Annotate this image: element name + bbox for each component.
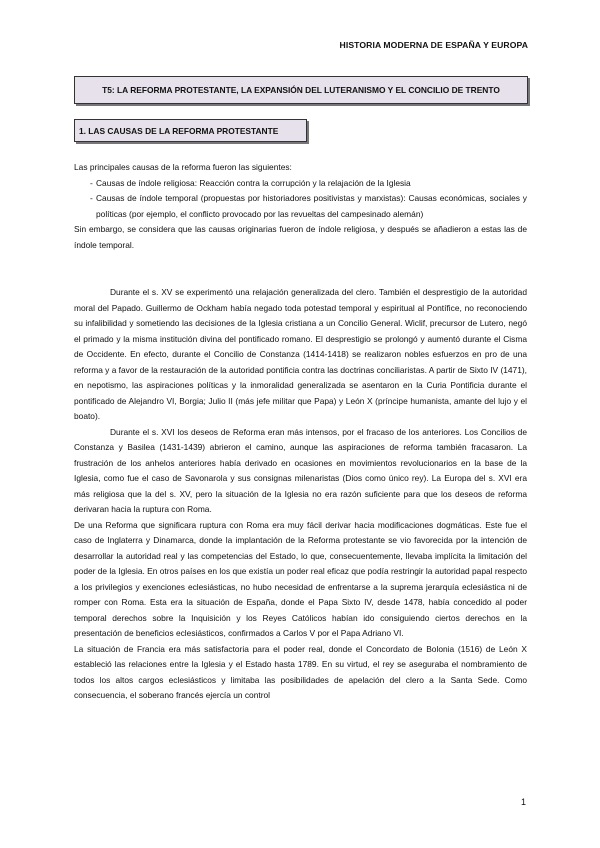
chapter-title-box [74,76,528,104]
conclusion-text: Sin embargo, se considera que las causas originarias fueron de índole religiosa, y después se añadieron a estas las de índole temporal. [74,224,527,250]
section-heading: 1. LAS CAUSAS DE LA REFORMA PROTESTANTE [79,125,279,136]
intro-text: Las principales causas de la reforma fueron las siguientes: [74,162,292,172]
causes-list [74,176,527,223]
paragraph: Durante el s. XV se experimentó una relajación generalizada del clero. También el desprestigio de la autoridad moral del Papado. Guillermo de Ockham había negado toda potestad temporal y espiritual al Pontífice, no reconociendo su infalibilidad y sometiendo las decisiones de la Iglesia cristiana a un Concilio General. Wiclif, precursor de Lutero, negó el primado y la misma institución divina del pontificado romano. El desprestigio se prolongó y aumentó durante el Cisma de Occidente. En efecto, durante el Concilio de Constanza (1414-1418) se realizaron nobles esfuerzos en pro de una reforma y a favor de la restauración de la autoridad pontificia contra las doctrinas conciliaristas. A partir de Sixto IV (1471), en nepotismo, las aspiraciones políticas y la inmoralidad generalizada se asentaron en la Curia Pontificia durante el pontificado de Alejandro VI, Borgia; Julio II (más jefe militar que Papa) y León X (príncipe humanista, amante del lujo y el boato). [74,287,527,421]
list-item: - Causas de índole religiosa: Reacción contra la corrupción y la relajación de la Iglesia [74,176,527,192]
list-item: - Causas de índole temporal (propuestas por historiadores positivistas y marxistas): Causas económicas, sociales y políticas (por ejemplo, el conflicto provocado por las revueltas del campesinado alemán) [74,191,527,222]
paragraph: Durante el s. XVI los deseos de Reforma eran más intensos, por el fracaso de los anteriores. Los Concilios de Constanza y Basilea (1431-1439) abrieron el camino, aunque las aspiraciones de reforma también fracasaron. La frustración de los anhelos anteriores había derivado en ocasiones en movimientos revolucionarios en la base de la Iglesia, como fue el caso de Savonarola y sus consignas milenaristas (Dios como único rey). La Europa del s. XVI era más religiosa que la del s. XV, pero la situación de la Iglesia no era razón suficiente para que los deseos de reforma derivaran hacia la ruptura con Roma. [74,426,527,514]
causes-block [74,160,527,253]
body-block [74,285,527,704]
chapter-title: T5: LA REFORMA PROTESTANTE, LA EXPANSIÓN DEL LUTERANISMO Y EL CONCILIO DE TRENTO [102,85,500,95]
section-heading-box [74,119,307,142]
paragraph: De una Reforma que significara ruptura con Roma era muy fácil derivar hacia modificaciones dogmáticas. Este fue el caso de Inglaterra y Dinamarca, donde la implantación de la Reforma protestante se vio favorecida por la intención de desarrollar la autoridad real y las competencias del Estado, lo que, consecuentemente, llevaba implícita la limitación del poder de la Iglesia. En otros países en los que existía un poder real eficaz que podía restringir la autoridad papal respecto a los privilegios y exenciones eclesiásticas, no hubo necesidad de enfrentarse a la suprema jerarquía eclesiástica ni de romper con Roma. Esta era la situación de España, donde el Papa Sixto IV, desde 1478, había concedido al poder temporal derechos sobre la Inquisición y los Reyes Católicos habían ido consiguiendo ciertos derechos en la presentación de beneficios eclesiásticos, confirmados a Carlos V por el Papa Adriano VI. [74,519,527,638]
page-number: 1 [520,797,526,807]
paragraph: La situación de Francia era más satisfactoria para el poder real, donde el Concordato de Bolonia (1516) de León X estableció las relaciones entre la Iglesia y el Estado hasta 1789. En su virtud, el rey se aseguraba el nombramiento de todos los altos cargos eclesiásticos y limitaba las posibilidades de apelación del clero a la Santa Sede. Como consecuencia, el soberano francés ejercía un control [74,643,527,700]
document-header: HISTORIA MODERNA DE ESPAÑA Y EUROPA [339,40,528,50]
